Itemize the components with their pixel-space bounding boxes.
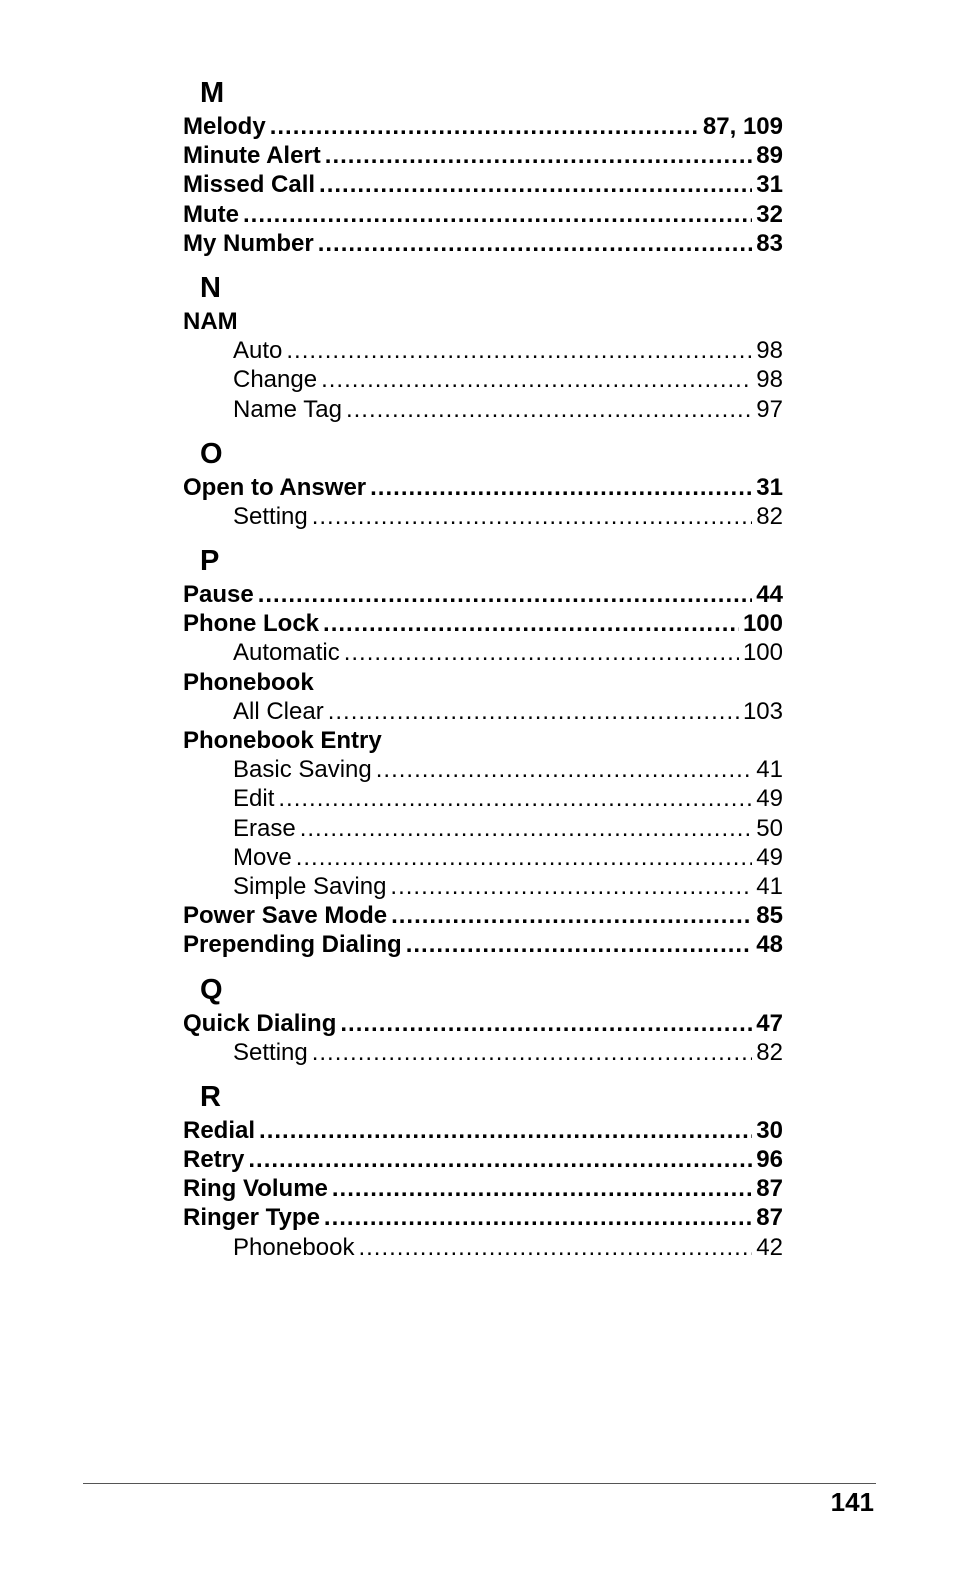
entry-label: Name Tag [233,395,342,423]
dot-leader [318,229,753,258]
dot-leader [325,141,753,170]
index-subentry [183,814,783,843]
index-entry [183,112,783,141]
entry-page-ref: 98 [756,366,783,394]
entry-label: Prepending Dialing [183,931,402,959]
entry-label: Ring Volume [183,1175,328,1203]
entry-label: Setting [233,1038,308,1066]
entry-label: Minute Alert [183,142,321,170]
entry-label: Basic Saving [233,756,372,784]
entry-label: Quick Dialing [183,1009,337,1037]
entry-page-ref: 87, 109 [702,113,783,140]
dot-leader [270,112,699,141]
dot-leader [278,784,752,813]
index-subentry [183,1038,783,1067]
entry-page-ref: 96 [756,1146,783,1174]
index-subentry [183,784,783,813]
index-section [183,437,783,531]
index-entry [183,200,783,229]
index-entry [183,901,783,930]
index-subentry [183,755,783,784]
entry-page-ref: 44 [756,581,783,609]
index-entry [183,170,783,199]
footer-rule [83,1483,876,1484]
entry-page-ref: 49 [756,785,783,813]
index-subentry [183,365,783,394]
section-letter: R [200,1080,221,1113]
entry-page-ref: 89 [756,142,783,170]
index-list [183,76,783,1262]
index-subentry [183,395,783,424]
entry-page-ref: 31 [756,473,783,501]
dot-leader [321,365,752,394]
section-letter: M [200,77,225,109]
entry-page-ref: 98 [756,337,783,365]
entry-page-ref: 30 [756,1116,783,1144]
dot-leader [324,1203,752,1232]
index-entry [183,726,783,755]
section-letter: O [200,437,223,470]
entry-label: Melody [183,113,266,140]
entry-page-ref: 32 [756,200,783,228]
dot-leader [376,755,753,784]
entry-label: Erase [233,814,296,842]
entry-label: Phonebook [233,1233,355,1261]
dot-leader [258,580,753,609]
entry-label: Automatic [233,639,340,667]
dot-leader [344,638,739,667]
dot-leader [391,901,752,930]
entry-page-ref: 48 [756,931,783,959]
section-letter: Q [200,973,223,1006]
entry-label: Simple Saving [233,872,387,900]
entry-page-ref: 41 [756,756,783,784]
index-subentry [183,502,783,531]
entry-label: Ringer Type [183,1204,320,1232]
entry-label: Phone Lock [183,610,320,638]
index-entry [183,1174,783,1203]
dot-leader [340,1009,752,1038]
entry-page-ref: 97 [756,395,783,423]
entry-page-ref: 31 [756,171,783,199]
entry-page-ref: 47 [756,1009,783,1037]
index-subentry [183,697,783,726]
entry-label: Pause [183,581,254,609]
index-subentry [183,872,783,901]
dot-leader [323,609,739,638]
index-subentry [183,638,783,667]
entry-label: Phonebook [183,668,314,696]
index-entry [183,473,783,502]
index-entry [183,1116,783,1145]
index-subentry [183,843,783,872]
entry-page-ref: 87 [756,1204,783,1232]
dot-leader [406,930,753,959]
entry-label: Change [233,366,318,394]
dot-leader [390,872,752,901]
index-section [183,973,783,1067]
entry-label: Auto [233,337,283,365]
entry-label: Edit [233,785,275,813]
index-subentry [183,336,783,365]
index-section [183,544,783,959]
index-entry [183,141,783,170]
entry-page-ref: 82 [756,502,783,530]
dot-leader [259,1116,752,1145]
index-section [183,271,783,424]
section-letter: P [200,545,220,578]
entry-label: Missed Call [183,171,316,199]
entry-page-ref: 87 [756,1175,783,1203]
dot-leader [243,200,752,229]
entry-label: Mute [183,200,239,228]
dot-leader [328,697,739,726]
entry-label: Open to Answer [183,473,367,501]
dot-leader [332,1174,752,1203]
index-entry [183,1203,783,1232]
page-number: 141 [830,1487,874,1517]
entry-label: Retry [183,1146,245,1174]
index-entry [183,1009,783,1038]
entry-page-ref: 41 [756,872,783,900]
index-entry [183,580,783,609]
entry-label: My Number [183,229,314,257]
dot-leader [370,473,752,502]
entry-page-ref: 83 [756,229,783,257]
dot-leader [358,1233,752,1262]
index-entry [183,229,783,258]
dot-leader [296,843,753,872]
entry-label: Power Save Mode [183,902,388,930]
index-entry [183,930,783,959]
entry-page-ref: 50 [756,814,783,842]
entry-label: Setting [233,502,308,530]
entry-page-ref: 100 [742,639,783,667]
entry-label: Redial [183,1116,256,1144]
entry-page-ref: 85 [756,902,783,930]
entry-label: Move [233,843,292,871]
index-entry [183,307,783,336]
entry-page-ref: 49 [756,843,783,871]
index-entry [183,609,783,638]
entry-page-ref: 82 [756,1038,783,1066]
entry-label: NAM [183,307,238,335]
dot-leader [312,502,753,531]
index-entry [183,1145,783,1174]
dot-leader [312,1038,753,1067]
section-letter: N [200,271,221,304]
entry-label: Phonebook Entry [183,727,382,754]
dot-leader [346,395,752,424]
dot-leader [286,336,752,365]
index-section [183,76,783,258]
dot-leader [319,170,752,199]
dot-leader [248,1145,752,1174]
index-section [183,1080,783,1262]
entry-page-ref: 42 [756,1233,783,1261]
entry-page-ref: 100 [742,610,783,638]
entry-page-ref: 103 [742,697,783,725]
entry-label: All Clear [233,697,324,725]
index-entry [183,668,783,697]
dot-leader [300,814,753,843]
index-subentry [183,1233,783,1262]
